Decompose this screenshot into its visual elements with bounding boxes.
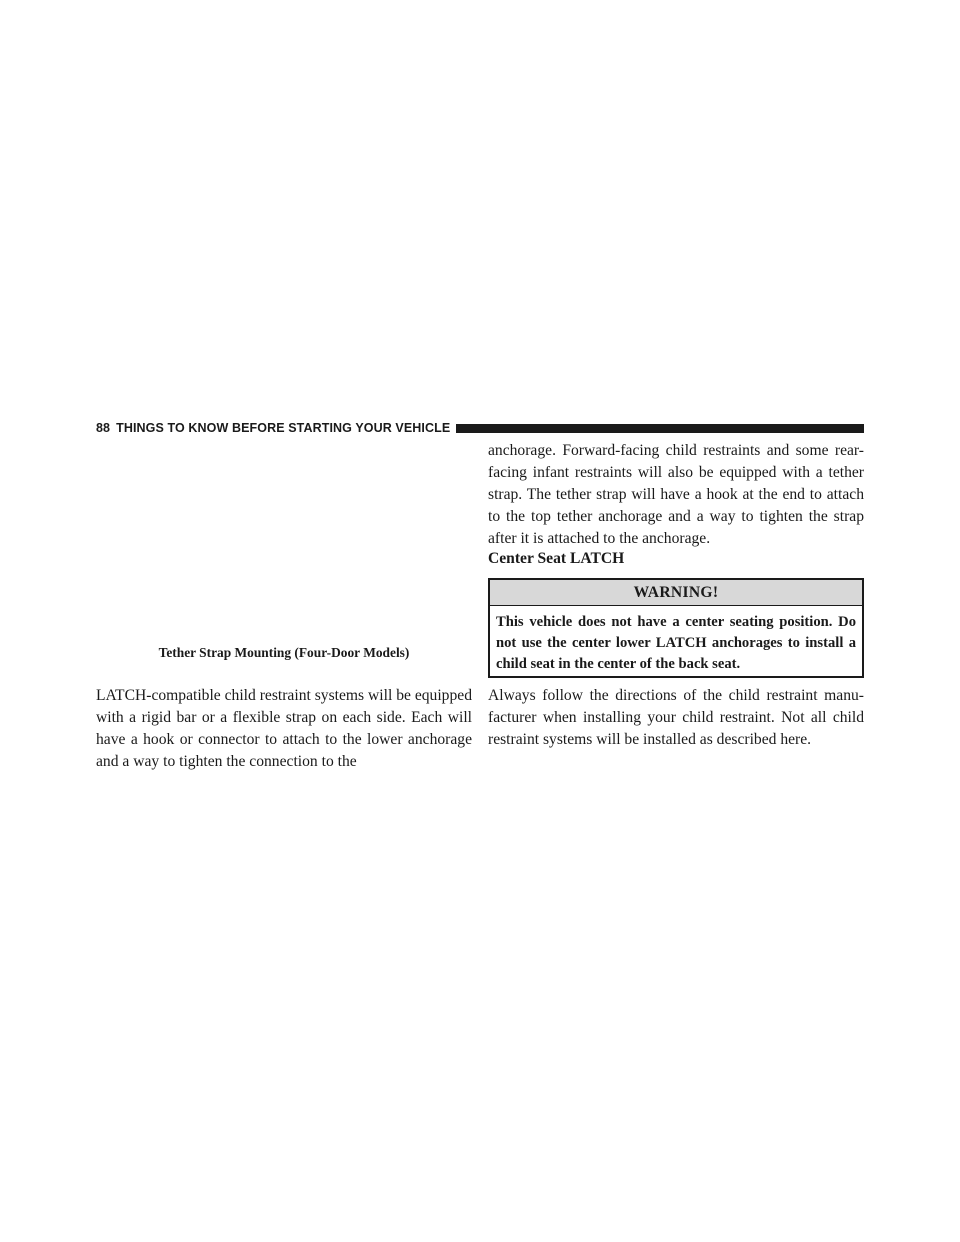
latch-description-paragraph: LATCH-compatible child restraint systems will be equipped with a rigid bar or a flexible strap on each side. Each will have a hook or connector to attach to the lower anchorage and a way to tighten the connection to the: [96, 687, 472, 770]
page-number: 88: [96, 421, 111, 435]
section-heading: Center Seat LATCH: [488, 550, 625, 567]
tether-strap-paragraph: anchorage. Forward-facing child restraints and some rear-facing infant restraints will also be equipped with a tether strap. The tether strap will have a hook at the end to attach to the top tether anchorage and a way to tighten the strap after it is attached to the anchorage.: [488, 442, 864, 547]
installation-directions-paragraph: Always follow the directions of the child restraint manu-facturer when installing your child restraint. Not all child restraint systems will be installed as described here.: [488, 687, 864, 748]
right-column: [488, 440, 864, 760]
warning-box: [488, 578, 864, 678]
figure-caption: Tether Strap Mounting (Four-Door Models): [158, 645, 410, 660]
warning-text: This vehicle does not have a center seating position. Do not use the center lower LATCH anchorages to install a child seat in the center of the back seat.: [496, 614, 856, 672]
left-column: [96, 440, 472, 770]
chapter-title: THINGS TO KNOW BEFORE STARTING YOUR VEHICLE: [116, 421, 451, 435]
warning-title: WARNING!: [633, 583, 719, 601]
figure-placeholder: [96, 440, 472, 638]
warning-title-bar: [490, 580, 862, 606]
page-header: [96, 419, 864, 437]
header-rule: [456, 424, 864, 433]
